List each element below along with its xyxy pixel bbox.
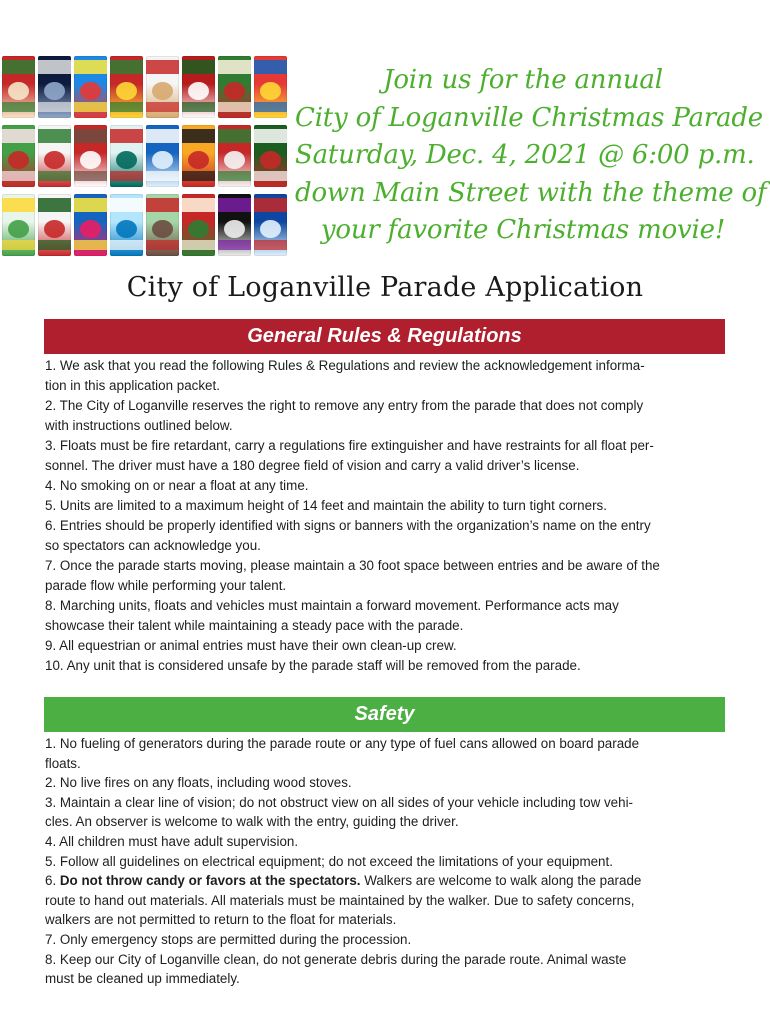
rule-line: 3. Floats must be fire retardant, carry a regulations fire extinguisher and have restraints for all float per- [45, 438, 654, 453]
rule-line: 9. All equestrian or animal entries must have their own clean-up crew. [45, 638, 457, 653]
general-rules-heading: General Rules & Regulations [44, 319, 725, 354]
invite-line-1: Join us for the annual [383, 65, 663, 95]
general-rules-list [45, 356, 731, 676]
movie-poster-icon [74, 125, 107, 187]
rule-line: sonnel. The driver must have a 180 degree field of vision and carry a valid driver’s license. [45, 458, 580, 473]
safety-line: 7. Only emergency stops are permitted during the procession. [45, 931, 412, 947]
movie-poster-icon [110, 194, 143, 256]
rule-line: with instructions outlined below. [45, 418, 233, 433]
safety-line: 1. No fueling of generators during the parade route or any type of fuel cans allowed on board parade [45, 736, 640, 751]
safety-line: 3. Maintain a clear line of vision; do not obstruct view on all sides of your vehicle including tow vehi- [45, 794, 634, 810]
safety-item-6-number: 6. [45, 873, 60, 889]
safety-line: must be cleaned up immediately. [45, 971, 240, 987]
movie-poster-icon [182, 125, 215, 187]
movie-poster-collage [0, 56, 292, 256]
page-title: City of Loganville Parade Application [126, 272, 644, 303]
movie-poster-icon [254, 194, 287, 256]
rule-line: 1. We ask that you read the following Rules & Regulations and review the acknowledgement informa- [45, 358, 645, 373]
movie-poster-icon [218, 194, 251, 256]
rule-line: showcase their talent while maintaining a steady pace with the parade. [45, 618, 464, 633]
movie-poster-icon [2, 194, 35, 256]
safety-line: 2. No live fires on any floats, including wood stoves. [45, 775, 352, 791]
movie-poster-icon [182, 56, 215, 118]
safety-line: floats. [45, 755, 81, 771]
safety-line: route to hand out materials. All materials must be maintained by the walker. Due to safety concerns, [45, 892, 635, 908]
safety-line: walkers are not permitted to return to the float for materials. [45, 912, 397, 928]
movie-poster-icon [146, 194, 179, 256]
movie-poster-icon [146, 56, 179, 118]
movie-poster-icon [146, 125, 179, 187]
movie-poster-icon [74, 56, 107, 118]
movie-poster-icon [2, 125, 35, 187]
rule-line: 10. Any unit that is considered unsafe by the parade staff will be removed from the parade. [45, 658, 581, 673]
rule-line: 4. No smoking on or near a float at any time. [45, 478, 309, 493]
parade-invitation [295, 62, 767, 250]
safety-heading: Safety [44, 697, 725, 732]
rule-line: 7. Once the parade starts moving, please maintain a 30 foot space between entries and be aware of the [45, 558, 660, 573]
rule-line: 6. Entries should be properly identified with signs or banners with the organization’s name on the entry [45, 518, 651, 533]
rule-line: 2. The City of Loganville reserves the right to remove any entry from the parade that does not comply [45, 398, 644, 413]
safety-line: cles. An observer is welcome to walk with the entry, guiding the driver. [45, 814, 459, 830]
rule-line: 8. Marching units, floats and vehicles must maintain a forward movement. Performance acts may [45, 598, 619, 613]
movie-poster-icon [38, 125, 71, 187]
rule-line: parade flow while performing your talent. [45, 578, 287, 593]
invite-line-3: Saturday, Dec. 4, 2021 @ 6:00 p.m. [295, 140, 755, 170]
movie-poster-icon [218, 125, 251, 187]
movie-poster-icon [38, 56, 71, 118]
invite-line-4: down Main Street with the theme of [295, 177, 767, 208]
movie-poster-icon [38, 194, 71, 256]
safety-rules-list [45, 734, 731, 989]
safety-line: 5. Follow all guidelines on electrical equipment; do not exceed the limitations of your equipment. [45, 853, 613, 869]
movie-poster-icon [182, 194, 215, 256]
safety-item-6-text: Walkers are welcome to walk along the parade [360, 873, 642, 889]
movie-poster-icon [110, 125, 143, 187]
movie-poster-icon [74, 194, 107, 256]
safety-line: 4. All children must have adult supervision. [45, 833, 299, 849]
movie-poster-icon [218, 56, 251, 118]
rule-line: so spectators can acknowledge you. [45, 538, 261, 553]
safety-item-6 [45, 871, 731, 891]
movie-poster-icon [254, 125, 287, 187]
rule-line: 5. Units are limited to a maximum height of 14 feet and maintain the ability to turn tight corners. [45, 498, 607, 513]
safety-item-6-emphasis: Do not throw candy or favors at the spectators. [59, 873, 361, 889]
movie-poster-icon [254, 56, 287, 118]
invite-line-2: City of Loganville Christmas Parade [295, 102, 763, 133]
movie-poster-icon [2, 56, 35, 118]
rule-line: tion in this application packet. [45, 378, 220, 393]
invite-line-5: your favorite Christmas movie! [320, 215, 726, 245]
movie-poster-icon [110, 56, 143, 118]
safety-line: 8. Keep our City of Loganville clean, do not generate debris during the parade route. Animal waste [45, 951, 627, 967]
